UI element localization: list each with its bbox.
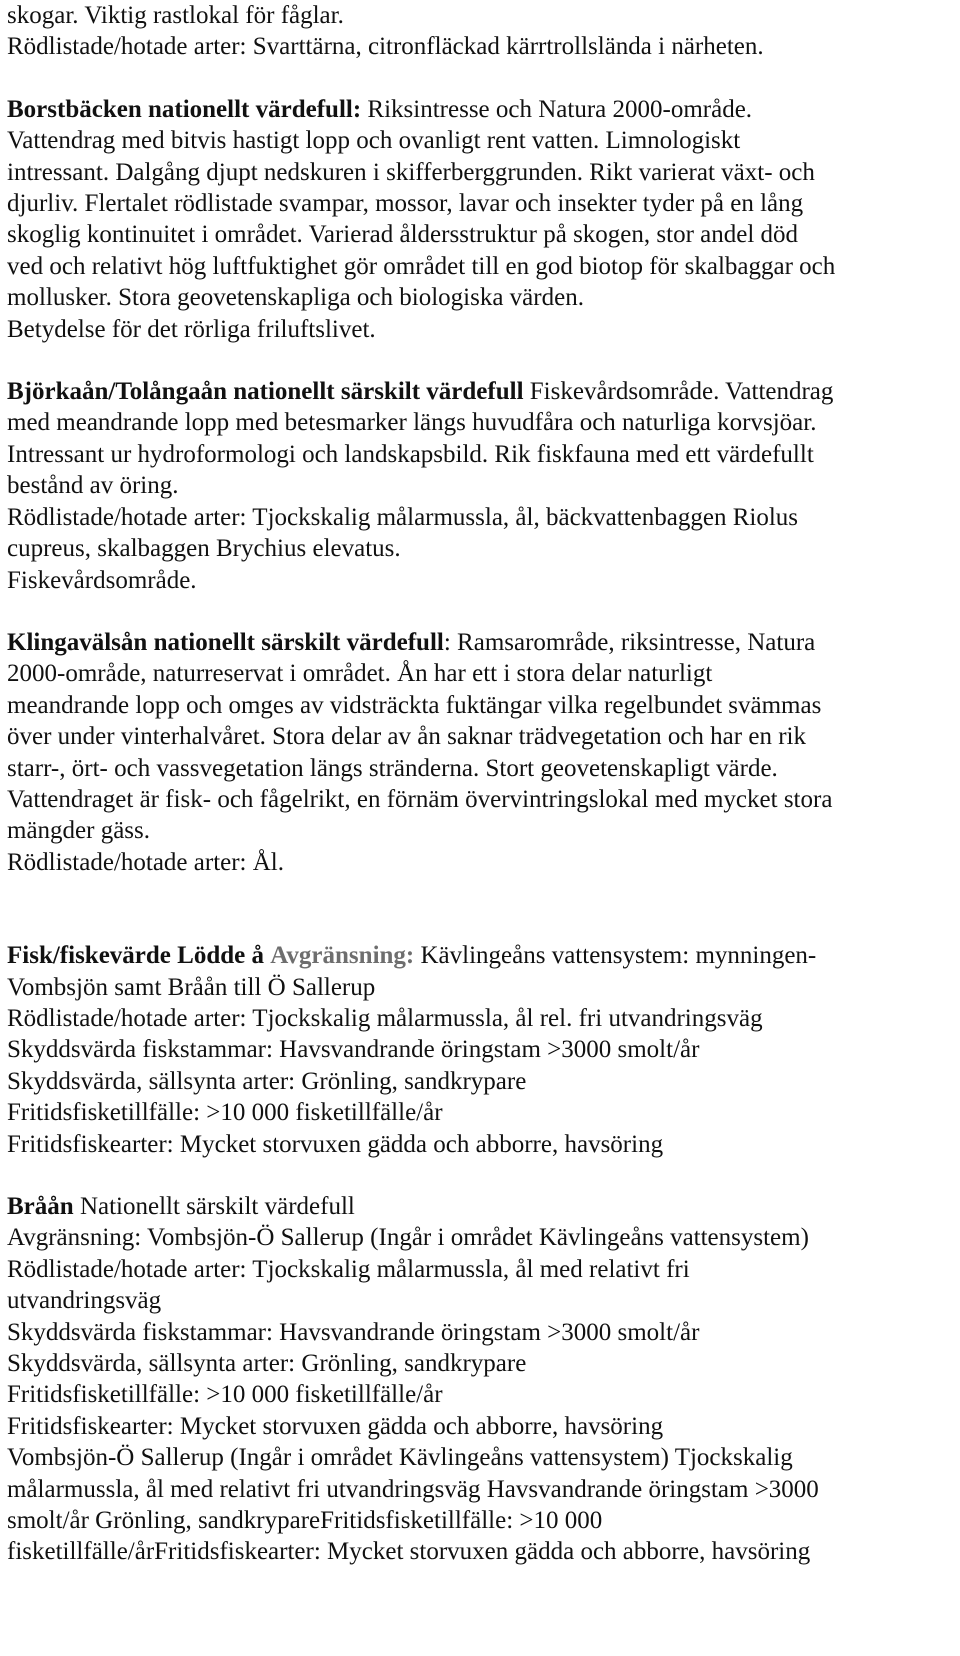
text-line: Fritidsfisketillfälle: >10 000 fisketillfälle/år	[7, 1381, 443, 1409]
text-line: Fritidsfisketillfälle: >10 000 fisketillfälle/år	[7, 1099, 443, 1127]
text-line: intressant. Dalgång djupt nedskuren i skifferberggrunden. Rikt varierat växt- och	[7, 158, 815, 186]
klingavalsan-section	[7, 627, 952, 878]
text-line: Fritidsfiskearter: Mycket storvuxen gädda och abborre, havsöring	[7, 1412, 664, 1440]
text-line: Intressant ur hydroformologi och landskapsbild. Rik fiskfauna med ett värdefullt	[7, 440, 814, 468]
text-line: smolt/år Grönling, sandkrypareFritidsfisketillfälle: >10 000	[7, 1507, 603, 1535]
section-heading: Björkaån/Tolångaån nationellt särskilt värdefull	[7, 378, 524, 406]
text-line: mollusker. Stora geovetenskapliga och biologiska värden.	[7, 284, 584, 312]
text-line: Skyddsvärda, sällsynta arter: Grönling, sandkrypare	[7, 1067, 527, 1095]
section-heading: Klingavälsån nationellt särskilt värdefull	[7, 628, 444, 656]
text-line: Vattendraget är fisk- och fågelrikt, en förnäm övervintringslokal med mycket stora	[7, 785, 833, 813]
text-line: Avgränsning: Vombsjön-Ö Sallerup (Ingår i området Kävlingeåns vattensystem)	[7, 1224, 809, 1252]
text-line: Betydelse för det rörliga friluftslivet.	[7, 315, 376, 343]
text-line: ved och relativt hög luftfuktighet gör området till en god biotop för skalbaggar och	[7, 252, 836, 280]
text-line: Skyddsvärda, sällsynta arter: Grönling, sandkrypare	[7, 1350, 527, 1378]
section-heading: Borstbäcken nationellt värdefull:	[7, 95, 362, 123]
text-line: Rödlistade/hotade arter: Ål.	[7, 848, 285, 876]
text-line: målarmussla, ål med relativt fri utvandringsväg Havsvandrande öringstam >3000	[7, 1475, 819, 1503]
text-line: Rödlistade/hotade arter: Tjockskalig målarmussla, ål rel. fri utvandringsväg	[7, 1004, 763, 1032]
text-line: skoglig kontinuitet i området. Varierad åldersstruktur på skogen, stor andel död	[7, 221, 799, 249]
text-line: bestånd av öring.	[7, 472, 179, 500]
text-line	[7, 940, 952, 971]
text-line: Rödlistade/hotade arter: Tjockskalig målarmussla, ål, bäckvattenbaggen Riolus	[7, 503, 798, 531]
text-line: Vombsjön-Ö Sallerup (Ingår i området Kävlingeåns vattensystem) Tjockskalig	[7, 1444, 793, 1472]
intro-section	[7, 0, 952, 63]
text-line: över under vinterhalvåret. Stora delar av ån saknar trädvegetation och har en rik	[7, 723, 806, 751]
text-line: fisketillfälle/årFritidsfiskearter: Mycket storvuxen gädda och abborre, havsöring	[7, 1538, 811, 1566]
text-line: mängder gäss.	[7, 817, 151, 845]
text-line: skogar. Viktig rastlokal för fåglar.	[7, 2, 344, 29]
text-line: cupreus, skalbaggen Brychius elevatus.	[7, 535, 401, 563]
text-line: djurliv. Flertalet rödlistade svampar, mossor, lavar och insekter tyder på en lång	[7, 190, 804, 218]
text-line: 2000-område, naturreservat i området. Ån har ett i stora delar naturligt	[7, 660, 713, 688]
text-line: Fiskevårdsområde.	[7, 566, 197, 594]
text-line: utvandringsväg	[7, 1287, 162, 1315]
text-line	[7, 376, 952, 407]
section-heading: Fisk/fiskevärde Lödde å	[7, 942, 264, 970]
fisk-section	[7, 940, 952, 1160]
text-line	[7, 1191, 952, 1222]
text-line: Rödlistade/hotade arter: Tjockskalig målarmussla, ål med relativt fri	[7, 1255, 690, 1283]
text-run: Kävlingeåns vattensystem: mynningen-	[414, 942, 817, 970]
bjorkaan-section	[7, 376, 952, 596]
text-run: Fiskevårdsområde. Vattendrag	[523, 378, 834, 406]
text-line: Skyddsvärda fiskstammar: Havsvandrande öringstam >3000 smolt/år	[7, 1318, 700, 1346]
text-line: starr-, ört- och vassvegetation längs stränderna. Stort geovetenskapligt värde.	[7, 754, 778, 782]
text-run: Nationellt särskilt värdefull	[73, 1193, 355, 1220]
text-line: Vattendrag med bitvis hastigt lopp och ovanligt rent vatten. Limnologiskt	[7, 127, 741, 155]
text-line: Skyddsvärda fiskstammar: Havsvandrande öringstam >3000 smolt/år	[7, 1036, 700, 1064]
section-heading: Bråån	[7, 1193, 74, 1220]
text-line: Rödlistade/hotade arter: Svarttärna, citronfläckad kärrtrollslända i närheten.	[7, 33, 764, 61]
text-line	[7, 94, 952, 125]
text-line: med meandrande lopp med betesmarker längs huvudfåra och naturliga korvsjöar.	[7, 409, 817, 437]
text-line	[7, 627, 952, 658]
text-line: Vombsjön samt Bråån till Ö Sallerup	[7, 973, 376, 1001]
text-line: Fritidsfiskearter: Mycket storvuxen gädda och abborre, havsöring	[7, 1130, 664, 1158]
borstbacken-section	[7, 94, 952, 345]
text-run: Riksintresse och Natura 2000-område.	[361, 95, 753, 123]
avgransning-label: Avgränsning:	[270, 942, 415, 970]
braan-section	[7, 1191, 952, 1568]
text-line: meandrande lopp och omges av vidsträckta fuktängar vilka regelbundet svämmas	[7, 691, 822, 719]
text-run: : Ramsarområde, riksintresse, Natura	[443, 628, 816, 656]
